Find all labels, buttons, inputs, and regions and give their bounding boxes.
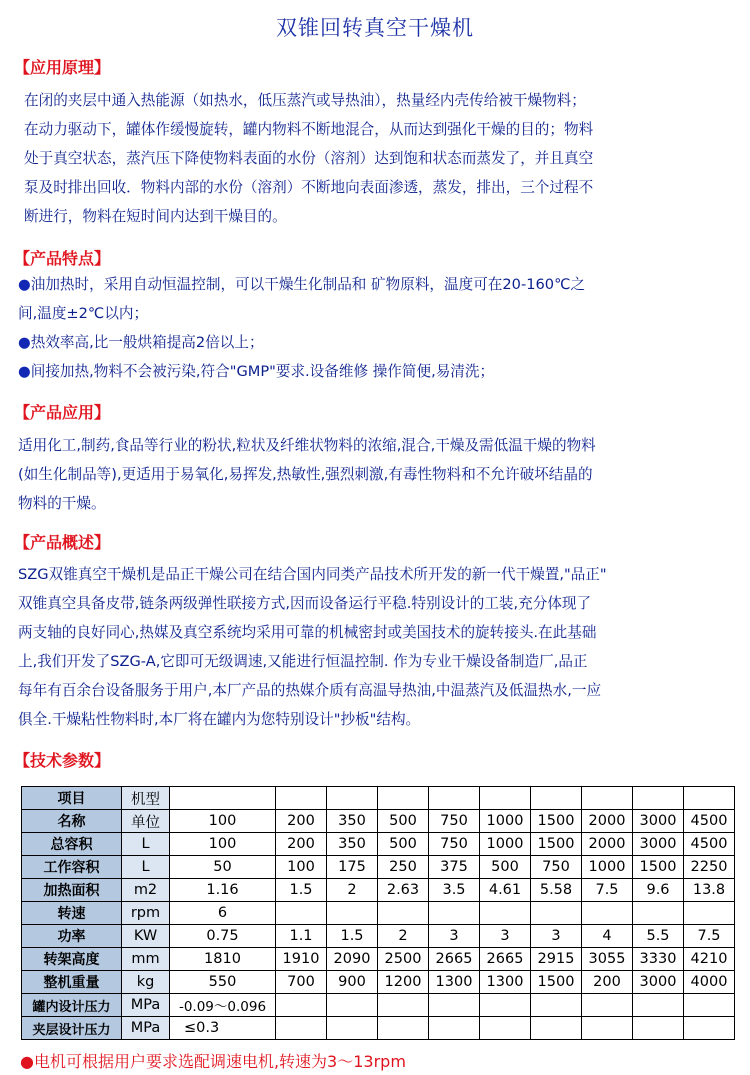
spec-value xyxy=(480,1017,531,1040)
application-line: 适用化工,制药,食品等行业的粉状,粒状及纤维状物料的浓缩,混合,干燥及需低温干燥的物料 xyxy=(18,437,596,454)
spec-value: 13.8 xyxy=(684,879,735,902)
spec-value: 3 xyxy=(480,925,531,948)
spec-label: 名称 xyxy=(22,810,122,833)
spec-value: 200 xyxy=(582,971,633,994)
spec-unit: MPa xyxy=(122,994,170,1017)
spec-value: 550 xyxy=(170,971,276,994)
spec-value: 0.75 xyxy=(170,925,276,948)
spec-value xyxy=(276,1017,327,1040)
spec-value: 2 xyxy=(327,879,378,902)
spec-label: 整机重量 xyxy=(22,971,122,994)
spec-label: 转速 xyxy=(22,902,122,925)
spec-value: 2665 xyxy=(480,948,531,971)
bullet-icon: ● xyxy=(18,334,31,351)
spec-value: 200 xyxy=(276,810,327,833)
spec-value: 2090 xyxy=(327,948,378,971)
spec-unit: KW xyxy=(122,925,170,948)
spec-value xyxy=(633,902,684,925)
spec-value xyxy=(429,1017,480,1040)
spec-value: 1000 xyxy=(480,810,531,833)
spec-header-item: 项目 xyxy=(22,787,122,810)
spec-value: 1910 xyxy=(276,948,327,971)
spec-value xyxy=(480,902,531,925)
spec-value: ≤0.3 xyxy=(170,1017,276,1040)
spec-value: 3055 xyxy=(582,948,633,971)
bullet-icon: ● xyxy=(18,276,31,293)
spec-value xyxy=(327,902,378,925)
spec-value: 5.5 xyxy=(633,925,684,948)
spec-value xyxy=(531,902,582,925)
features-text xyxy=(18,270,585,386)
spec-value: 3000 xyxy=(633,810,684,833)
spec-value: 900 xyxy=(327,971,378,994)
spec-value: 7.5 xyxy=(582,879,633,902)
spec-unit: rpm xyxy=(122,902,170,925)
spec-value xyxy=(480,994,531,1017)
principle-line: 泵及时排出回收．物料内部的水份（溶剂）不断地向表面渗透，蒸发，排出，三个过程不 xyxy=(24,179,594,196)
overview-line: 双锥真空具备皮带,链条两级弹性联接方式,因而设备运行平稳.特别设计的工装,充分体现了 xyxy=(18,595,592,612)
spec-value: 2915 xyxy=(531,948,582,971)
spec-unit: MPa xyxy=(122,1017,170,1040)
spec-unit: kg xyxy=(122,971,170,994)
bullet-icon: ● xyxy=(18,363,31,380)
spec-value: 1500 xyxy=(531,810,582,833)
overview-line: 俱全.干燥粘性物料时,本厂将在罐内为您特别设计"抄板"结构。 xyxy=(18,711,421,728)
spec-label: 转架高度 xyxy=(22,948,122,971)
spec-value: 350 xyxy=(327,833,378,856)
spec-value: 175 xyxy=(327,856,378,879)
spec-value xyxy=(378,1017,429,1040)
table-row xyxy=(22,948,735,971)
section-heading-application: 【产品应用】 xyxy=(14,403,111,422)
application-line: 物料的干燥。 xyxy=(18,495,106,512)
page-title: 双锥回转真空干燥机 xyxy=(276,16,474,40)
spec-value: 1500 xyxy=(531,833,582,856)
footnote: ●电机可根据用户要求选配调速电机,转速为3～13rpm xyxy=(20,1052,406,1071)
principle-text xyxy=(24,86,593,231)
spec-value: 4 xyxy=(582,925,633,948)
spec-value: 9.6 xyxy=(633,879,684,902)
spec-value: 750 xyxy=(531,856,582,879)
spec-label: 罐内设计压力 xyxy=(22,994,122,1017)
spec-label: 功率 xyxy=(22,925,122,948)
spec-value xyxy=(429,902,480,925)
spec-value: 1810 xyxy=(170,948,276,971)
spec-value: 3 xyxy=(531,925,582,948)
table-row xyxy=(22,902,735,925)
spec-value: 2665 xyxy=(429,948,480,971)
spec-value xyxy=(531,1017,582,1040)
spec-value: 7.5 xyxy=(684,925,735,948)
spec-value: 50 xyxy=(170,856,276,879)
table-row xyxy=(22,856,735,879)
spec-value: 1000 xyxy=(582,856,633,879)
spec-value: 3.5 xyxy=(429,879,480,902)
spec-value: 750 xyxy=(429,833,480,856)
table-row xyxy=(22,971,735,994)
spec-value: 350 xyxy=(327,810,378,833)
spec-value: 4500 xyxy=(684,833,735,856)
principle-line: 在动力驱动下，罐体作缓慢旋转，罐内物料不断地混合，从而达到强化干燥的目的；物料 xyxy=(24,121,594,138)
spec-value xyxy=(276,994,327,1017)
spec-value xyxy=(633,1017,684,1040)
spec-value: 1.1 xyxy=(276,925,327,948)
spec-value: 1300 xyxy=(429,971,480,994)
overview-line: 每年有百余台设备服务于用户,本厂产品的热媒介质有高温导热油,中温蒸汽及低温热水,一应 xyxy=(18,682,602,699)
spec-value: 100 xyxy=(276,856,327,879)
spec-value: 700 xyxy=(276,971,327,994)
spec-value xyxy=(582,1017,633,1040)
spec-value: 4.61 xyxy=(480,879,531,902)
spec-label: 夹层设计压力 xyxy=(22,1017,122,1040)
overview-line: 上,我们开发了SZG-A,它即可无级调速,又能进行恒温控制. 作为专业干燥设备制造厂,品正 xyxy=(18,653,588,670)
overview-line: 两支轴的良好同心,热媒及真空系统均采用可靠的机械密封或美国技术的旋转接头.在此基础 xyxy=(18,624,597,641)
spec-value: 3000 xyxy=(633,833,684,856)
spec-value xyxy=(684,902,735,925)
spec-value: 500 xyxy=(378,833,429,856)
spec-value: 1.16 xyxy=(170,879,276,902)
spec-label: 加热面积 xyxy=(22,879,122,902)
spec-value: 1.5 xyxy=(276,879,327,902)
overview-text xyxy=(18,560,607,734)
spec-value: 1500 xyxy=(633,856,684,879)
spec-value: 1500 xyxy=(531,971,582,994)
spec-unit: L xyxy=(122,856,170,879)
spec-value: 100 xyxy=(170,810,276,833)
spec-value: 2 xyxy=(378,925,429,948)
spec-value xyxy=(684,1017,735,1040)
spec-value xyxy=(582,902,633,925)
spec-unit: m2 xyxy=(122,879,170,902)
spec-value: 4500 xyxy=(684,810,735,833)
spec-value: 3330 xyxy=(633,948,684,971)
spec-value: -0.09～0.096 xyxy=(170,994,276,1017)
principle-line: 断进行，物料在短时间内达到干燥目的。 xyxy=(24,208,287,225)
spec-label: 总容积 xyxy=(22,833,122,856)
spec-value: 6 xyxy=(170,902,276,925)
spec-value: 1.5 xyxy=(327,925,378,948)
table-row xyxy=(22,833,735,856)
spec-value xyxy=(327,1017,378,1040)
spec-value xyxy=(327,994,378,1017)
spec-table xyxy=(21,786,735,1040)
spec-value: 750 xyxy=(429,810,480,833)
section-heading-overview: 【产品概述】 xyxy=(14,533,111,552)
spec-value: 250 xyxy=(378,856,429,879)
spec-value xyxy=(429,994,480,1017)
feature-item: ●间接加热,物料不会被污染,符合"GMP"要求.设备维修 操作简便,易清洗； xyxy=(18,363,495,380)
application-line: (如生化制品等),更适用于易氧化,易挥发,热敏性,强烈刺激,有毒性物料和不允许破坏结晶的 xyxy=(18,466,593,483)
spec-value: 1200 xyxy=(378,971,429,994)
spec-value: 3 xyxy=(429,925,480,948)
spec-value: 2.63 xyxy=(378,879,429,902)
spec-value: 4000 xyxy=(684,971,735,994)
spec-label: 工作容积 xyxy=(22,856,122,879)
spec-value: 2000 xyxy=(582,833,633,856)
spec-value: 4210 xyxy=(684,948,735,971)
spec-unit: L xyxy=(122,833,170,856)
principle-line: 在闭的夹层中通入热能源（如热水，低压蒸汽或导热油），热量经内壳传给被干燥物料； xyxy=(24,92,586,109)
spec-value: 500 xyxy=(378,810,429,833)
spec-value xyxy=(582,994,633,1017)
spec-value: 2500 xyxy=(378,948,429,971)
spec-value xyxy=(378,994,429,1017)
overview-line: SZG双锥真空干燥机是品正干燥公司在结合国内同类产品技术所开发的新一代干燥置,"品正" xyxy=(18,566,607,583)
principle-line: 处于真空状态，蒸汽压下降使物料表面的水份（溶剂）达到饱和状态而蒸发了，并且真空 xyxy=(24,150,594,167)
table-row xyxy=(22,925,735,948)
spec-value xyxy=(276,902,327,925)
spec-value xyxy=(531,994,582,1017)
table-row xyxy=(22,994,735,1017)
spec-value: 200 xyxy=(276,833,327,856)
spec-value: 2000 xyxy=(582,810,633,833)
spec-unit: 单位 xyxy=(122,810,170,833)
spec-value xyxy=(633,994,684,1017)
application-text xyxy=(18,431,596,518)
spec-value: 100 xyxy=(170,833,276,856)
spec-header-model: 机型 xyxy=(122,787,170,810)
table-row xyxy=(22,810,735,833)
spec-unit: mm xyxy=(122,948,170,971)
spec-value: 500 xyxy=(480,856,531,879)
table-row xyxy=(22,1017,735,1040)
spec-value: 3000 xyxy=(633,971,684,994)
spec-value: 375 xyxy=(429,856,480,879)
spec-value: 1000 xyxy=(480,833,531,856)
feature-item: ●油加热时，采用自动恒温控制，可以干燥生化制品和 矿物原料，温度可在20-160℃之 xyxy=(18,276,586,293)
feature-item: ●热效率高,比一般烘箱提高2倍以上； xyxy=(18,334,264,351)
section-heading-specs: 【技术参数】 xyxy=(14,751,111,770)
table-row xyxy=(22,879,735,902)
spec-value: 2250 xyxy=(684,856,735,879)
spec-value: 5.58 xyxy=(531,879,582,902)
spec-value xyxy=(378,902,429,925)
section-heading-features: 【产品特点】 xyxy=(14,249,111,268)
section-heading-principle: 【应用原理】 xyxy=(14,58,111,77)
spec-value: 1300 xyxy=(480,971,531,994)
feature-line-continued: 间,温度±2℃以内； xyxy=(18,305,149,322)
spec-header-row xyxy=(22,787,735,810)
spec-value xyxy=(684,994,735,1017)
